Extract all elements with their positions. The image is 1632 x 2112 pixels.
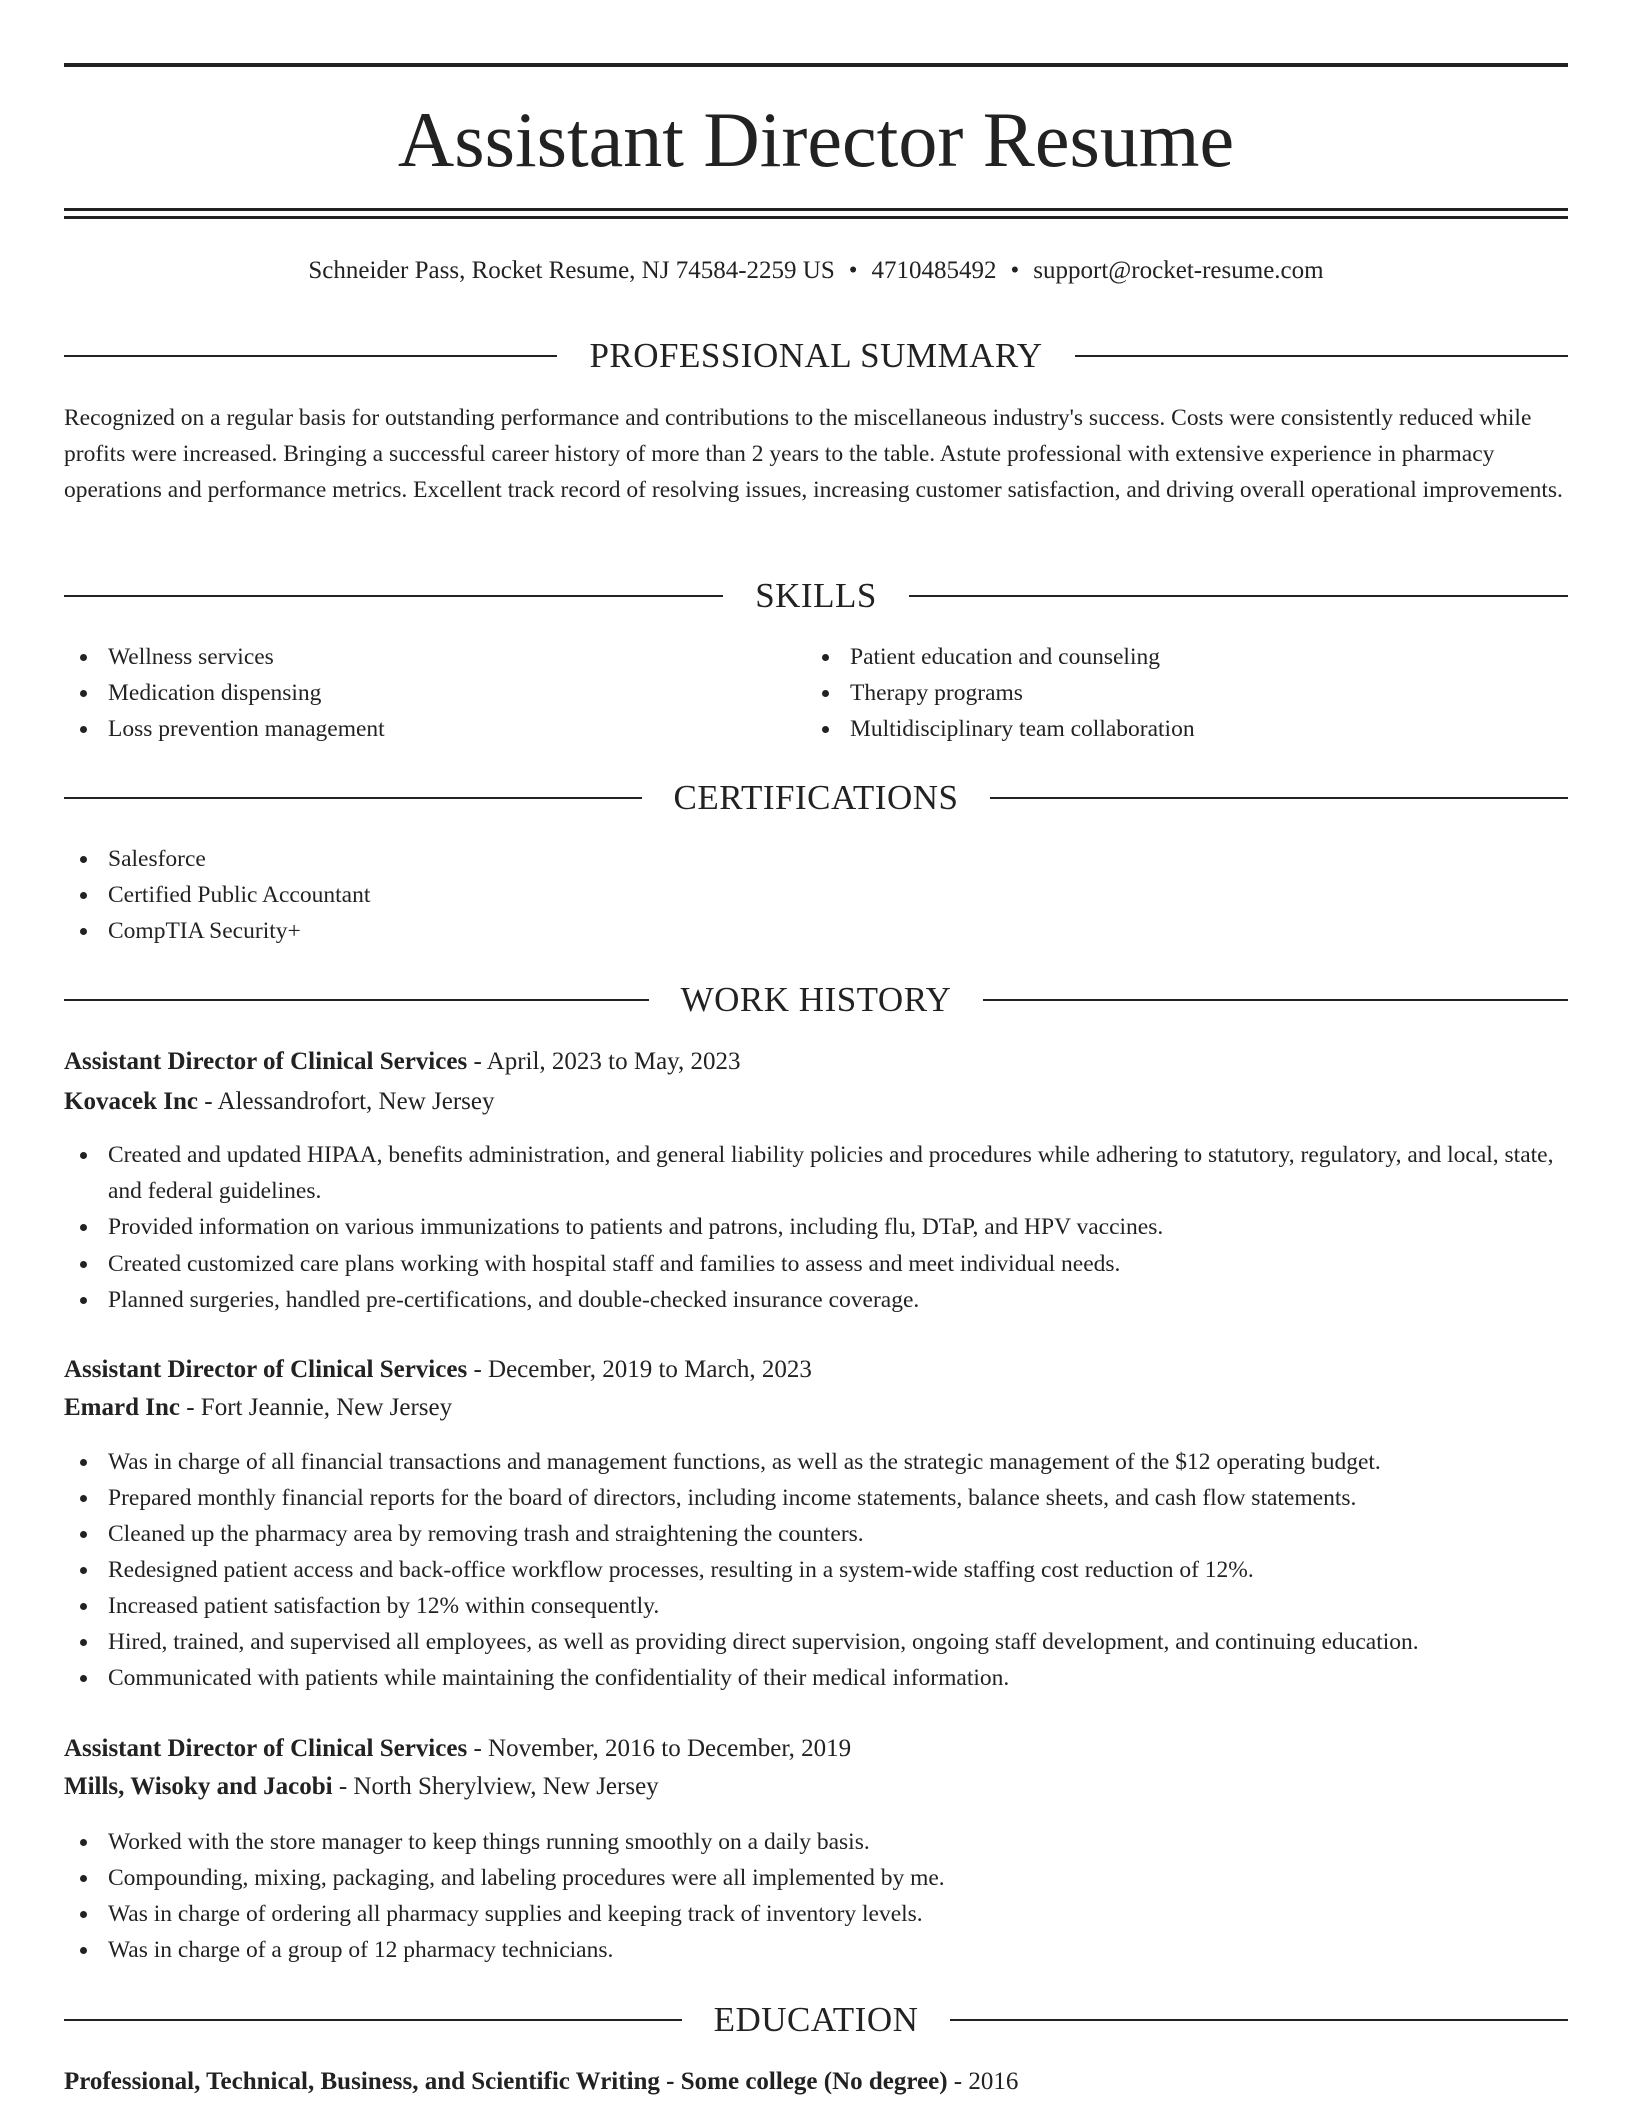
job-employer: Mills, Wisoky and Jacobi <box>64 1773 333 1800</box>
certification-item: CompTIA Security+ <box>64 913 1568 949</box>
job-bullet: Redesigned patient access and back-office workflow processes, resulting in a system-wide staffing cost reduction of 12%. <box>64 1552 1568 1588</box>
contact-separator: • <box>1010 257 1020 284</box>
certifications-list <box>64 841 1568 949</box>
job-title-line <box>64 1731 1568 1767</box>
skill-item: Multidisciplinary team collaboration <box>806 711 1546 747</box>
job-employer-line <box>64 1769 1568 1805</box>
job-bullet: Created and updated HIPAA, benefits administration, and general liability policies and procedures while adhering to statutory, regulatory, and local, state, and federal guidelines. <box>64 1137 1568 1209</box>
job-title: Assistant Director of Clinical Services <box>64 1735 468 1762</box>
heading-rule-right <box>909 595 1568 597</box>
skills-column-right <box>806 639 1546 747</box>
skill-item: Loss prevention management <box>64 711 804 747</box>
contact-phone: 4710485492 <box>871 257 997 284</box>
heading-rule-left <box>64 355 557 357</box>
job-bullet: Compounding, mixing, packaging, and labeling procedures were all implemented by me. <box>64 1860 1568 1896</box>
resume-title: Assistant Director Resume <box>397 96 1235 183</box>
section-title: CERTIFICATIONS <box>673 778 959 817</box>
education-entry <box>64 2064 1568 2100</box>
job-location: - North Sherylview, New Jersey <box>332 1773 659 1800</box>
job-dates: - December, 2019 to March, 2023 <box>467 1356 812 1383</box>
job-location: - Alessandrofort, New Jersey <box>198 1088 495 1115</box>
summary-text: Recognized on a regular basis for outstanding performance and contributions to the miscellaneous industry's success. Costs were consistently reduced while profits were increased. Bringing a successful career history of more than 2 years to the table. Astute professional with extensive experience in pharmacy operations and performance metrics. Excellent track record of resolving issues, increasing customer satisfaction, and driving overall operational improvements. <box>64 405 1563 503</box>
section-title: WORK HISTORY <box>680 980 952 1019</box>
section-title: PROFESSIONAL SUMMARY <box>589 336 1043 375</box>
heading-rule-right <box>990 797 1568 799</box>
education-year: - 2016 <box>947 2068 1019 2095</box>
job-bullet: Created customized care plans working with hospital staff and families to assess and meet individual needs. <box>64 1246 1568 1282</box>
certifications-heading <box>64 776 1568 820</box>
skill-item: Wellness services <box>64 639 804 675</box>
job-bullet: Communicated with patients while maintaining the confidentiality of their medical information. <box>64 1660 1568 1696</box>
heading-rule-left <box>64 2019 682 2021</box>
summary-heading <box>64 334 1568 378</box>
job-bullet: Was in charge of a group of 12 pharmacy technicians. <box>64 1932 1568 1968</box>
job-bullets <box>64 1444 1568 1696</box>
contact-line <box>64 254 1568 288</box>
job-title-line <box>64 1352 1568 1388</box>
work-history-heading <box>64 978 1568 1022</box>
skills-column-left <box>64 639 804 747</box>
job-bullets <box>64 1824 1568 1968</box>
job-title: Assistant Director of Clinical Services <box>64 1048 468 1075</box>
heading-rule-left <box>64 797 642 799</box>
job-location: - Fort Jeannie, New Jersey <box>179 1394 453 1421</box>
education-degree: Professional, Technical, Business, and Scientific Writing - Some college (No degree) <box>64 2068 948 2095</box>
job-bullet: Cleaned up the pharmacy area by removing trash and straightening the counters. <box>64 1516 1568 1552</box>
job-bullet: Provided information on various immunizations to patients and patrons, including flu, DTaP, and HPV vaccines. <box>64 1209 1568 1245</box>
job-employer: Emard Inc <box>64 1394 180 1421</box>
job-bullet: Increased patient satisfaction by 12% within consequently. <box>64 1588 1568 1624</box>
job-employer: Kovacek Inc <box>64 1088 199 1115</box>
contact-separator: • <box>848 257 858 284</box>
job-dates: - November, 2016 to December, 2019 <box>467 1735 852 1762</box>
job-employer-line <box>64 1390 1568 1426</box>
header-top-rule <box>64 63 1568 67</box>
skill-item: Patient education and counseling <box>806 639 1546 675</box>
job-bullets <box>64 1137 1568 1318</box>
job-bullet: Was in charge of ordering all pharmacy supplies and keeping track of inventory levels. <box>64 1896 1568 1932</box>
header-double-rule-lower <box>64 216 1568 219</box>
job-employer-line <box>64 1084 1568 1120</box>
job-title-line <box>64 1044 1568 1080</box>
skill-item: Therapy programs <box>806 675 1546 711</box>
job-bullet: Was in charge of all financial transactions and management functions, as well as the strategic management of the $12 operating budget. <box>64 1444 1568 1480</box>
skill-item: Medication dispensing <box>64 675 804 711</box>
heading-rule-right <box>1075 355 1568 357</box>
heading-rule-left <box>64 999 649 1001</box>
section-title: SKILLS <box>755 576 877 615</box>
certification-item: Salesforce <box>64 841 1568 877</box>
certification-item: Certified Public Accountant <box>64 877 1568 913</box>
job-bullet: Prepared monthly financial reports for the board of directors, including income statements, balance sheets, and cash flow statements. <box>64 1480 1568 1516</box>
contact-email: support@rocket-resume.com <box>1033 257 1324 284</box>
heading-rule-right <box>950 2019 1568 2021</box>
heading-rule-left <box>64 595 723 597</box>
section-title: EDUCATION <box>713 2000 919 2039</box>
job-title: Assistant Director of Clinical Services <box>64 1356 468 1383</box>
job-bullet: Hired, trained, and supervised all employees, as well as providing direct supervision, ongoing staff development, and continuing education. <box>64 1624 1568 1660</box>
education-heading <box>64 1998 1568 2042</box>
skills-heading <box>64 574 1568 618</box>
job-dates: - April, 2023 to May, 2023 <box>467 1048 741 1075</box>
heading-rule-right <box>983 999 1568 1001</box>
job-bullet: Worked with the store manager to keep things running smoothly on a daily basis. <box>64 1824 1568 1860</box>
contact-address: Schneider Pass, Rocket Resume, NJ 74584-2259 US <box>308 257 835 284</box>
job-bullet: Planned surgeries, handled pre-certifications, and double-checked insurance coverage. <box>64 1282 1568 1318</box>
header-double-rule-upper <box>64 208 1568 211</box>
